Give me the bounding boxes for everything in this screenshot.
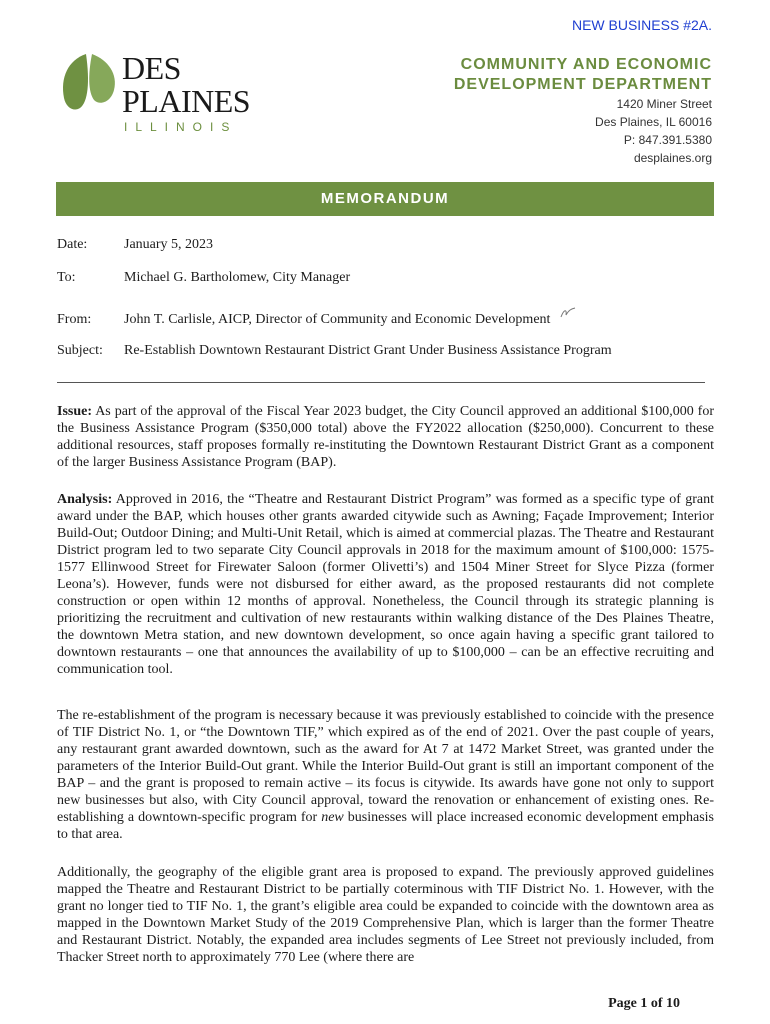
department-line-1: COMMUNITY AND ECONOMIC bbox=[460, 56, 712, 73]
issue-text: As part of the approval of the Fiscal Year 2023 budget, the City Council approved an additional $100,000 for the Business Assistance Program ($350,000 total) above the FY2022 allocation ($250,000). Concurrent to these additional resources, staff proposes formally re-instituting the Downtown Restaurant District Grant as a component of the larger Business Assistance Program (BAP). bbox=[57, 404, 714, 470]
from-value: John T. Carlisle, AICP, Director of Community and Economic Development bbox=[124, 312, 551, 327]
city-logo bbox=[56, 50, 266, 140]
subject-label: Subject: bbox=[57, 343, 103, 358]
para3-text-after: businesses will place increased economic development emphasis to that area. bbox=[57, 810, 714, 842]
memo-from-row bbox=[57, 307, 576, 328]
from-label: From: bbox=[57, 312, 92, 327]
to-value: Michael G. Bartholomew, City Manager bbox=[124, 270, 351, 285]
memo-to-row bbox=[57, 270, 350, 286]
to-label: To: bbox=[57, 270, 76, 285]
logo-word-des: DES bbox=[122, 50, 181, 86]
address-website: desplaines.org bbox=[633, 151, 712, 165]
date-value: January 5, 2023 bbox=[124, 237, 214, 252]
issue-label: Issue: bbox=[57, 404, 93, 419]
address-city: Des Plaines, IL 60016 bbox=[595, 115, 712, 129]
para4-text: Additionally, the geography of the eligible grant area is proposed to expand. The previously approved guidelines mapped the Theatre and Restaurant District to be partially coterminous with TIF District No. 1. However, with the grant no longer tied to TIF No. 1, the grant’s eligible area could be expanded to coincide with the downtown area as mapped in the Downtown Market Study of the 2019 Comprehensive Plan, which is larger than the former Theatre and Restaurant District. Notably, the expanded area includes segments of Lee Street not previously included, from Thacker Street north to approximately 770 Lee (where there are bbox=[57, 865, 714, 965]
address-street: 1420 Miner Street bbox=[616, 97, 712, 111]
memorandum-banner: MEMORANDUM bbox=[56, 182, 714, 216]
analysis-text: Approved in 2016, the “Theatre and Restaurant District Program” was formed as a specific type of grant award under the BAP, which houses other grants awarded citywide such as Awning; Façade Improvement; Interior Build-Out; Outdoor Dining; and Multi-Unit Retail, which is aimed at commercial plazas. The Theatre and Restaurant District program led to two separate City Council approvals in 2018 for the maximum amount of $100,000: 1575-1577 Ellinwood Street for Firewater Saloon (former Olivetti’s) and 1504 Miner Street for Slyce Pizza (former Leona’s). However, funds were not disbursed for either award, as the proposed restaurants did not complete construction or open within 12 months of approval. Nonetheless, the Council through its strategic planning is prioritizing the recruitment and cultivation of new restaurants within walking distance of the Des Plaines Theatre, the downtown Metra station, and new downtown development, so once again having a specific grant tailored to downtown restaurants – one that announces the availability of up to $100,000 – can be an effective recruiting and communication tool. bbox=[57, 492, 714, 677]
page-number: Page 1 of 10 bbox=[608, 996, 680, 1011]
leaf-logo-icon bbox=[56, 52, 122, 114]
memo-date-row bbox=[57, 237, 213, 253]
geography-paragraph bbox=[57, 864, 714, 966]
department-line-2: DEVELOPMENT DEPARTMENT bbox=[453, 76, 712, 93]
address-phone: P: 847.391.5380 bbox=[623, 133, 712, 147]
new-business-tag: NEW BUSINESS #2A. bbox=[571, 17, 712, 33]
issue-paragraph bbox=[57, 403, 714, 471]
logo-word-plaines: PLAINES bbox=[122, 83, 251, 119]
logo-word-illinois: ILLINOIS bbox=[124, 120, 238, 134]
date-label: Date: bbox=[57, 237, 88, 252]
para3-text-before: The re-establishment of the program is necessary because it was previously established to coincide with the presence of TIF District No. 1, or “the Downtown TIF,” which expired as of the end of 2021. Over the past couple of years, any restaurant grant awarded downtown, such as the award for At 7 at 1472 Market Street, was granted under the parameters of the Interior Build-Out grant. While the Interior Build-Out grant is still an important component of the BAP – and the grant is proposed to remain active – its focus is citywide. Its awards have gone not only to support new businesses but also, with City Council approval, toward the renovation or enhancement of existing ones. Re-establishing a downtown-specific program for bbox=[57, 708, 714, 825]
analysis-paragraph bbox=[57, 491, 714, 678]
department-address bbox=[595, 95, 712, 167]
department-name bbox=[454, 55, 712, 95]
reestablishment-paragraph bbox=[57, 707, 714, 843]
para3-emphasis: new bbox=[321, 810, 344, 825]
subject-value: Re-Establish Downtown Restaurant District Grant Under Business Assistance Program bbox=[124, 343, 612, 358]
analysis-label: Analysis: bbox=[57, 492, 113, 507]
signature-initials-icon bbox=[560, 307, 576, 319]
header-divider bbox=[57, 382, 705, 383]
memo-subject-row bbox=[57, 343, 612, 359]
